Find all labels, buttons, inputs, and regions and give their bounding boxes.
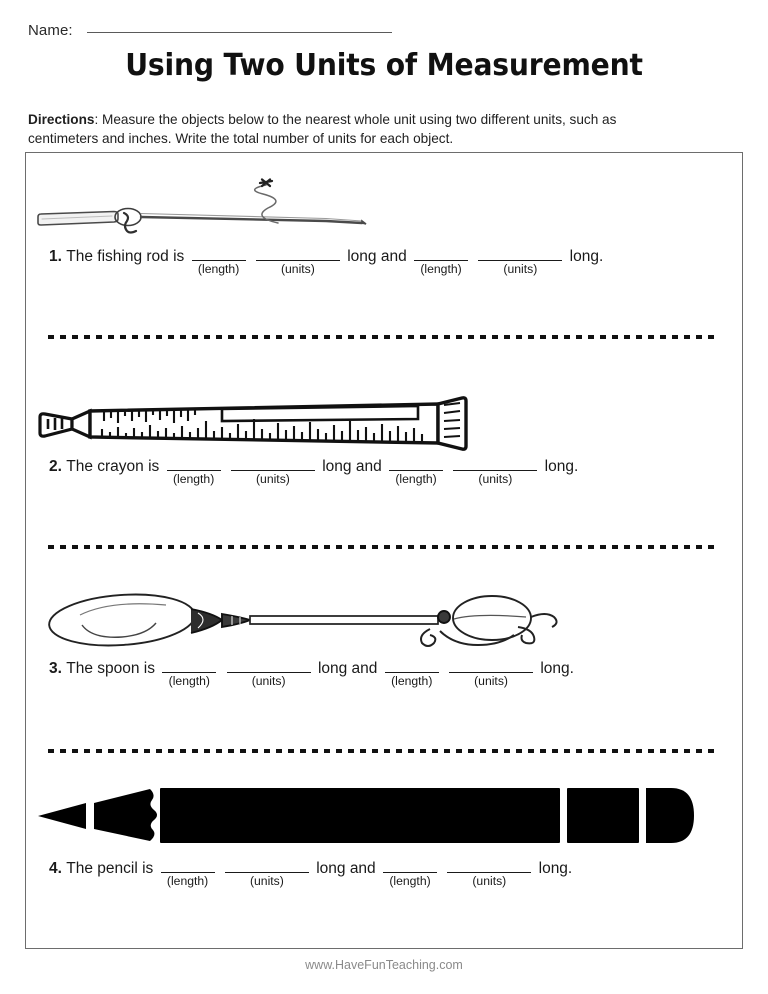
question-3-length-blank-a[interactable] <box>162 659 216 688</box>
question-4-length-sublabel-b: (length) <box>389 874 431 888</box>
question-3-middle-text: long and <box>317 660 378 677</box>
question-3-length-sublabel-a: (length) <box>168 674 210 688</box>
question-4-tail-text: long. <box>538 860 573 877</box>
name-write-in-line[interactable] <box>87 32 392 33</box>
worksheet-box <box>25 152 743 949</box>
name-field-row <box>28 22 392 39</box>
directions-label: Directions <box>28 112 95 127</box>
question-2-lead-text: The crayon is <box>66 458 160 475</box>
question-2-length-blank-b[interactable] <box>389 457 443 486</box>
divider-1 <box>48 335 720 339</box>
question-2-middle-text: long and <box>322 458 382 475</box>
question-4-length-sublabel-a: (length) <box>166 874 209 888</box>
question-1-middle-text: long and <box>347 248 407 265</box>
question-1-length-sublabel-a: (length) <box>197 262 240 276</box>
question-1-units-blank-a[interactable] <box>256 247 340 276</box>
question-1-units-sublabel-b: (units) <box>503 262 538 276</box>
question-1-length-blank-b[interactable] <box>414 247 468 276</box>
question-2-sentence <box>26 457 742 486</box>
question-3-units-blank-b[interactable] <box>449 659 533 688</box>
question-1-number: 1. <box>49 248 62 265</box>
question-4-units-sublabel-a: (units) <box>249 874 284 888</box>
question-4-lead-text: The pencil is <box>66 860 154 877</box>
fishing-rod-illustration <box>26 161 742 247</box>
worksheet-item-2 <box>26 371 742 486</box>
question-3-units-sublabel-b: (units) <box>474 674 508 688</box>
question-3-units-blank-a[interactable] <box>227 659 311 688</box>
question-4-length-blank-a[interactable] <box>161 859 215 888</box>
directions-text: Measure the objects below to the nearest whole unit using two different units, such as centimeters and inches. Write the total number of units for each object. <box>28 112 617 146</box>
worksheet-item-1 <box>26 161 742 276</box>
question-4-sentence <box>26 859 742 888</box>
question-2-tail-text: long. <box>544 458 579 475</box>
question-2-length-sublabel-b: (length) <box>395 472 437 486</box>
question-3-units-sublabel-a: (units) <box>251 674 286 688</box>
page-title: Using Two Units of Measurement <box>125 48 643 83</box>
question-1-sentence <box>26 247 742 276</box>
spoon-illustration <box>26 573 742 659</box>
directions-separator: : <box>94 112 99 127</box>
question-2-units-sublabel-a: (units) <box>255 472 290 486</box>
question-4-units-blank-b[interactable] <box>447 859 531 888</box>
question-2-units-blank-b[interactable] <box>453 457 537 486</box>
pencil-illustration <box>26 773 742 859</box>
divider-3 <box>48 749 720 753</box>
divider-2 <box>48 545 720 549</box>
question-1-units-sublabel-a: (units) <box>280 262 315 276</box>
question-3-lead-text: The spoon is <box>66 660 155 677</box>
question-4-number: 4. <box>49 860 62 877</box>
worksheet-item-3 <box>26 573 742 688</box>
question-2-length-blank-a[interactable] <box>167 457 221 486</box>
question-2-units-blank-a[interactable] <box>231 457 315 486</box>
question-2-number: 2. <box>49 458 62 475</box>
name-label: Name: <box>28 22 73 39</box>
question-1-length-blank-a[interactable] <box>192 247 246 276</box>
question-1-units-blank-b[interactable] <box>478 247 562 276</box>
question-1-length-sublabel-b: (length) <box>420 262 462 276</box>
question-3-length-sublabel-b: (length) <box>391 674 433 688</box>
question-1-lead-text: The fishing rod is <box>66 248 185 265</box>
question-2-units-sublabel-b: (units) <box>478 472 513 486</box>
question-3-length-blank-b[interactable] <box>385 659 439 688</box>
question-4-length-blank-b[interactable] <box>383 859 437 888</box>
question-3-sentence <box>26 659 742 688</box>
question-4-units-sublabel-b: (units) <box>472 874 507 888</box>
question-4-units-blank-a[interactable] <box>225 859 309 888</box>
question-1-tail-text: long. <box>569 248 604 265</box>
directions-paragraph <box>28 110 678 148</box>
crayon-illustration <box>26 371 742 457</box>
question-3-number: 3. <box>49 660 62 677</box>
question-4-middle-text: long and <box>316 860 376 877</box>
footer-website[interactable]: www.HaveFunTeaching.com <box>305 958 463 972</box>
question-2-length-sublabel-a: (length) <box>172 472 215 486</box>
worksheet-item-4 <box>26 773 742 888</box>
question-3-tail-text: long. <box>540 660 574 677</box>
